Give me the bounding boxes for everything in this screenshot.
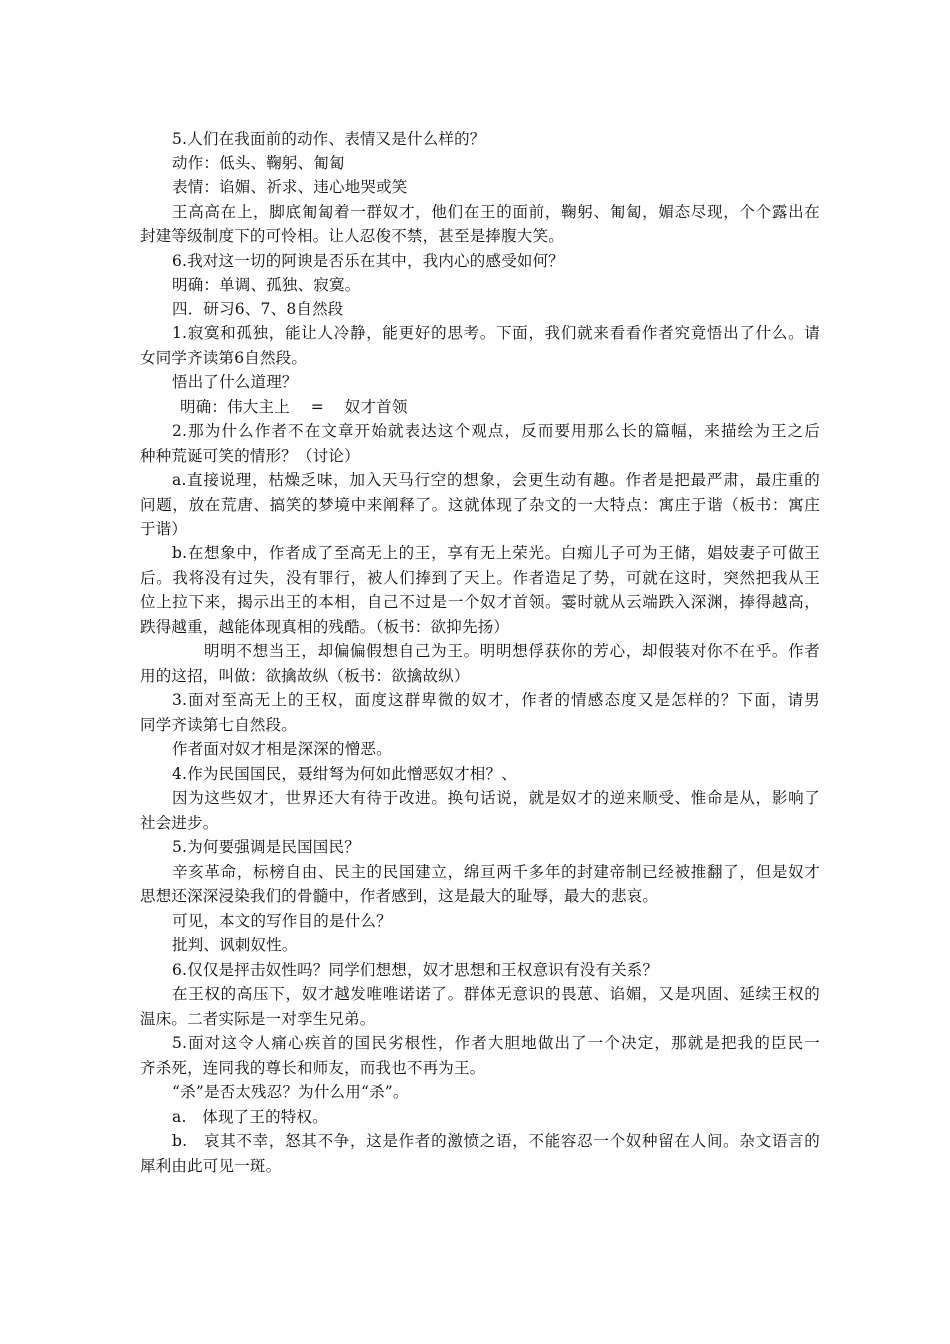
text-line: 4.作为民国国民，聂绀弩为何如此憎恶奴才相？、 bbox=[172, 765, 517, 783]
text-line: 女同学齐读第6自然段。 bbox=[140, 349, 308, 367]
text-line: 辛亥革命，标榜自由、民主的民国建立，绵亘两千多年的封建帝制已经被推翻了，但是奴才 bbox=[172, 863, 820, 881]
text-line: 动作：低头、鞠躬、匍匐 bbox=[172, 154, 345, 172]
text-line: 后。我将没有过失，没有罪行，被人们捧到了天上。作者造足了势，可就在这时，突然把我从王 bbox=[140, 569, 820, 587]
text-line: 跌得越重，越能体现真相的残酷。（板书：欲抑先扬） bbox=[140, 618, 510, 636]
text-line: 明确：单调、孤独、寂寞。 bbox=[172, 276, 361, 294]
text-line: 王高高在上，脚底匍匐着一群奴才，他们在王的面前，鞠躬、匍匐，媚态尽现，个个露出在 bbox=[172, 203, 820, 221]
text-line: 于谐） bbox=[140, 520, 188, 538]
text-line: 犀利由此可见一斑。 bbox=[140, 1157, 282, 1175]
text-line: b.在想象中，作者成了至高无上的王，享有无上荣光。白痴儿子可为王储，娼妓妻子可做王 bbox=[172, 544, 820, 562]
text-line: 明确：伟大主上 = 奴才首领 bbox=[180, 398, 408, 416]
text-line: 同学齐读第七自然段。 bbox=[140, 716, 298, 734]
text-line: 明明不想当王，却偏偏假想自己为王。明明想俘获你的芳心，却假装对你不在乎。作者 bbox=[204, 642, 820, 660]
text-line: 社会进步。 bbox=[140, 814, 219, 832]
text-line: 5.面对这令人痛心疾首的国民劣根性，作者大胆地做出了一个决定，那就是把我的臣民一 bbox=[172, 1034, 820, 1052]
text-line: 在王权的高压下，奴才越发唯唯诺诺了。群体无意识的畏葸、谄媚，又是巩固、延续王权的 bbox=[172, 985, 820, 1003]
text-line: 种种荒诞可笑的情形？（讨论） bbox=[140, 447, 360, 465]
text-line: 3.面对至高无上的王权，面度这群卑微的奴才，作者的情感态度又是怎样的？下面，请男 bbox=[172, 691, 820, 709]
text-line: b. 哀其不幸，怒其不争，这是作者的激愤之语，不能容忍一个奴种留在人间。杂文语言的 bbox=[172, 1132, 820, 1150]
text-line: 6.仅仅是抨击奴性吗？同学们想想，奴才思想和王权意识有没有关系？ bbox=[172, 961, 659, 979]
text-line: 悟出了什么道理？ bbox=[172, 373, 298, 391]
text-line: 2.那为什么作者不在文章开始就表达这个观点，反而要用那么长的篇幅，来描绘为王之后 bbox=[172, 422, 820, 440]
text-line: 作者面对奴才相是深深的憎恶。 bbox=[172, 740, 392, 758]
text-line: 封建等级制度下的可怜相。让人忍俊不禁，甚至是捧腹大笑。 bbox=[140, 227, 564, 245]
text-line: 5.人们在我面前的动作、表情又是什么样的？ bbox=[172, 130, 486, 148]
text-line: 可见，本文的写作目的是什么？ bbox=[172, 912, 392, 930]
text-line: 位上拉下来，揭示出王的本相，自己不过是一个奴才首领。霎时就从云端跌入深渊，捧得越高， bbox=[140, 593, 820, 611]
text-line: 温床。二者实际是一对孪生兄弟。 bbox=[140, 1010, 376, 1028]
text-line: 1.寂寞和孤独，能让人冷静，能更好的思考。下面，我们就来看看作者究竟悟出了什么。请 bbox=[172, 324, 820, 342]
text-line: 批判、讽刺奴性。 bbox=[172, 936, 298, 954]
text-line: 用的这招，叫做：欲擒故纵（板书：欲擒故纵） bbox=[140, 667, 470, 685]
text-line: 表情：谄媚、祈求、违心地哭或笑 bbox=[172, 178, 408, 196]
text-line: a. 体现了王的特权。 bbox=[172, 1108, 328, 1126]
text-line: 5.为何要强调是民国国民？ bbox=[172, 838, 360, 856]
text-line: a.直接说理，枯燥乏味，加入天马行空的想象，会更生动有趣。作者是把最严肃，最庄重的 bbox=[172, 471, 820, 489]
section-heading: 四．研习6、7、8自然段 bbox=[172, 300, 344, 318]
text-line: 因为这些奴才，世界还大有待于改进。换句话说，就是奴才的逆来顺受、惟命是从，影响了 bbox=[172, 789, 820, 807]
text-line: 问题，放在荒唐、搞笑的梦境中来阐释了。这就体现了杂文的一大特点：寓庄于谐（板书：寓庄 bbox=[140, 496, 820, 514]
text-line: “杀”是否太残忍？为什么用“杀”。 bbox=[172, 1083, 409, 1101]
text-line: 6.我对这一切的阿谀是否乐在其中，我内心的感受如何？ bbox=[172, 252, 564, 270]
text-line: 思想还深深浸染我们的骨髓中，作者感到，这是最大的耻辱，最大的悲哀。 bbox=[140, 887, 659, 905]
text-line: 齐杀死，连同我的尊长和师友，而我也不再为王。 bbox=[140, 1059, 486, 1077]
